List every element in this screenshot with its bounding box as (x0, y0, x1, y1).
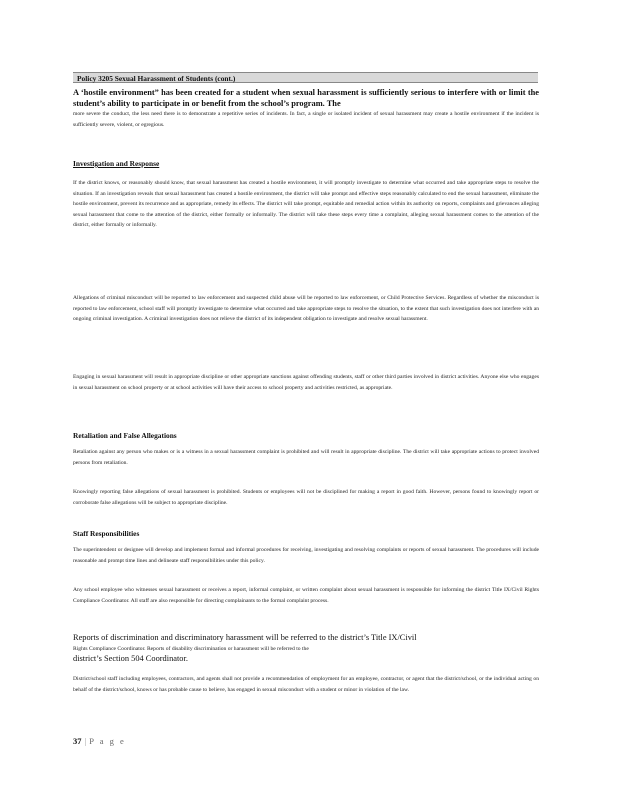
staff-paragraph-4: District/school staff including employees, contractors, and agents shall not provide a recommendation of employment for an employee, contractor, or agent that the district/school, or the individual acting on behalf of the district/school, knows or has probable cause to believe, has engaged in sexual misconduct with a student or minor in violation of the law. (73, 676, 539, 693)
staff-heading: Staff Responsibilities (73, 529, 140, 538)
page-number: 37 (73, 736, 82, 746)
investigation-heading: Investigation and Response (73, 159, 160, 168)
page-footer (73, 736, 126, 746)
staff-paragraph-3 (73, 633, 539, 665)
reports-middle-text: Rights Compliance Coordinator. Reports of disability discrimination or harassment will be referred to the (73, 645, 309, 652)
staff-paragraph-2: Any school employee who witnesses sexual harassment or receives a report, informal complaint, or written complaint about sexual harassment is responsible for informing the district Title IX/Civil Rights Compliance Coordinator. All staff are also responsible for directing complainants to the formal complaint process. (73, 587, 539, 604)
investigation-paragraph-3: Engaging in sexual harassment will result in appropriate discipline or other appropriate sanctions against offending students, staff or other third parties involved in district activities. Anyone else who engages in sexual harassment on school property or at school activities will have their access to school property and activities restricted, as appropriate. (73, 374, 539, 391)
reports-lead-text: Reports of discrimination and discriminatory harassment will be referred to the district’s Title IX/Civil (73, 633, 417, 642)
investigation-paragraph-1: If the district knows, or reasonably should know, that sexual harassment has created a hostile environment, it will promptly investigate to determine what occurred and take appropriate steps to resolve the situation. If an investigation reveals that sexual harassment has created a hostile environment, the district will take prompt and effective steps reasonably calculated to end the sexual harassment, eliminate the hostile environment, prevent its recurrence and as appropriate, remedy its effects. The district will take prompt, equitable and remedial action within its authority on reports, complaints and grievances alleging sexual harassment that come to the attention of the district, either formally or informally. The district will take these steps every time a complaint, alleging sexual harassment comes to the attention of the district, either formally or informally. (73, 180, 539, 229)
intro-section (73, 88, 539, 130)
intro-text: more severe the conduct, the less need there is to demonstrate a repetitive series of incidents. In fact, a single or isolated incident of sexual harassment may create a hostile environment if the incident is sufficiently severe, violent, or egregious. (73, 111, 539, 128)
investigation-paragraph-2: Allegations of criminal misconduct will be reported to law enforcement and suspected child abuse will be reported to law enforcement, or Child Protective Services. Regardless of whether the misconduct is reported to law enforcement, school staff will promptly investigate to determine what occurred and take appropriate steps to resolve the situation, to the extent that such investigation does not interfere with an ongoing criminal investigation. A criminal investigation does not relieve the district of its independent obligation to investigate and resolve sexual harassment. (73, 295, 539, 323)
retaliation-paragraph-1: Retaliation against any person who makes or is a witness in a sexual harassment complaint is prohibited and will result in appropriate discipline. The district will take appropriate actions to protect involved persons from retaliation. (73, 449, 539, 466)
staff-paragraph-1: The superintendent or designee will develop and implement formal and informal procedures for receiving, investigating and resolving complaints or reports of sexual harassment. The procedures will include reasonable and prompt time lines and delineate staff responsibilities under this policy. (73, 547, 539, 564)
policy-header-bar (73, 72, 538, 83)
policy-heading: Policy 3205 Sexual Harassment of Students (cont.) (77, 74, 236, 83)
page-label: P a g e (89, 736, 126, 746)
retaliation-heading: Retaliation and False Allegations (73, 431, 177, 440)
intro-lead-text: A ‘hostile environment” has been created for a student when sexual harassment is sufficiently serious to interfere with or limit the student’s ability to participate in or benefit from the school’s program. The (73, 88, 539, 108)
reports-end-text: district’s Section 504 Coordinator. (73, 654, 188, 664)
footer-separator: | (84, 736, 87, 746)
retaliation-paragraph-2: Knowingly reporting false allegations of sexual harassment is prohibited. Students or employees will not be disciplined for making a report in good faith. However, persons found to knowingly report or corroborate false allegations will be subject to appropriate discipline. (73, 489, 539, 506)
